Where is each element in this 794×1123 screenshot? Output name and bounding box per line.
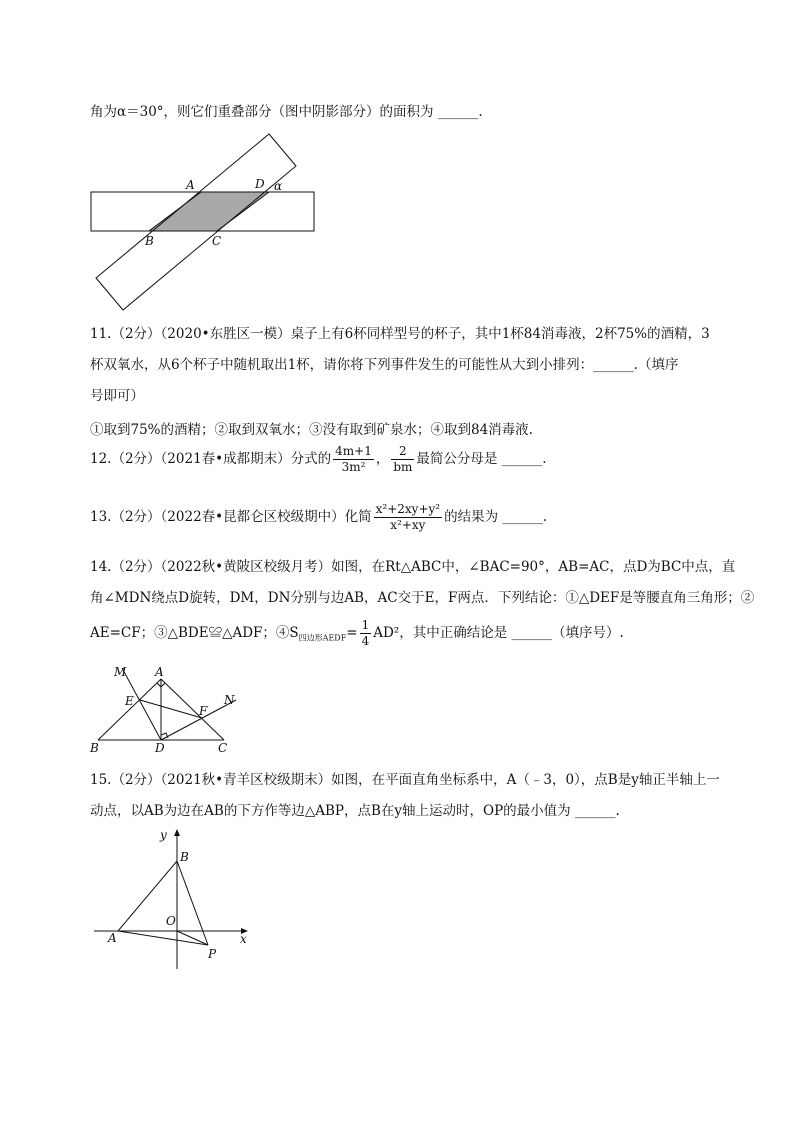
shaded-parallelogram <box>149 192 269 231</box>
label-B14: B <box>90 741 99 755</box>
q12-fraction-1: $\frac{4m+1}{\text{3m²}}$ <box>335 444 372 474</box>
label-B15: B <box>180 850 189 864</box>
q15-figure <box>90 825 255 975</box>
q12-sep: ， <box>375 451 390 467</box>
label-E: E <box>125 694 134 708</box>
label-D: D <box>255 177 265 191</box>
q12-fraction-2: $\frac{2}{bm}$ <box>393 444 413 474</box>
q14-line3 <box>90 618 624 654</box>
q12-suffix: 最简公分母是 ______. <box>416 451 547 467</box>
q14-line1: 14.（2分）（2022秋•黄陂区校级月考）如图，在Rt△ABC中，∠BAC=90°，AB=AC，点D为BC中点，直 <box>90 559 736 575</box>
q11-options: ①取到75%的酒精；②取到双氧水；③没有取到矿泉水；④取到84消毒液. <box>90 422 533 438</box>
q12 <box>90 444 547 475</box>
label-x: x <box>240 932 247 946</box>
label-A15: A <box>108 931 117 945</box>
side-BP <box>177 861 208 945</box>
label-y: y <box>160 828 167 842</box>
q14-line3-a: AE=CF；③△BDE≌△ADF；④S <box>90 625 299 641</box>
q11-line1: 11.（2分）（2020•东胜区一模）桌子上有6杯同样型号的杯子，其中1杯84消毒液，2杯75%的酒精，3 <box>90 326 710 342</box>
label-M: M <box>114 665 127 679</box>
side-AP <box>118 931 208 945</box>
q11-line2: 杯双氧水，从6个杯子中随机取出1杯，请你将下列事件发生的可能性从大到小排列：______.（填序 <box>90 357 679 373</box>
label-A: A <box>186 178 195 192</box>
q13-fraction: $\frac{\text{x²+2xy+y²}}{\text{x²+xy}}$ <box>375 502 441 532</box>
q14-line2: 角∠MDN绕点D旋转，DM，DN分别与边AB，AC交于E，F两点．下列结论：①△DEF是等腰直角三角形；② <box>90 590 755 606</box>
label-P: P <box>208 947 217 961</box>
q11-line3: 号即可） <box>90 388 144 404</box>
q13-suffix: 的结果为 ______. <box>444 509 548 525</box>
q15-line2: 动点，以AB为边在AB的下方作等边△ABP，点B在y轴上运动时，OP的最小值为 ______. <box>90 803 620 819</box>
label-B: B <box>145 234 154 248</box>
label-C: C <box>212 234 222 248</box>
q14-subscript: 四边形AEDF <box>298 633 347 643</box>
label-alpha: α <box>274 179 283 193</box>
q12-prefix: 12.（2分）（2021春•成都期末）分式的 <box>90 451 332 467</box>
q14-line3-c: AD²，其中正确结论是 ______（填序号）. <box>373 625 624 641</box>
label-A14: A <box>155 665 164 679</box>
y-axis-arrow <box>174 829 180 836</box>
line-AB <box>98 679 161 740</box>
label-N: N <box>224 693 235 707</box>
q14-eq: = <box>346 625 358 641</box>
q10-text: 角为α＝30°，则它们重叠部分（图中阴影部分）的面积为 ______. <box>90 104 483 120</box>
q13-prefix: 13.（2分）（2022春•昆都仑区校级期中）化简 <box>90 509 372 525</box>
q15-line1: 15.（2分）（2021秋•青羊区校级期末）如图，在平面直角坐标系中，A（﹣3，0），点B是y轴正半轴上一 <box>90 772 720 788</box>
q13 <box>90 502 547 533</box>
q14-fraction: $\frac{1}{4}$ <box>361 618 370 648</box>
q10-figure <box>80 128 320 313</box>
label-D14: D <box>155 741 165 755</box>
line-AC <box>161 679 224 740</box>
label-C14: C <box>218 741 228 755</box>
label-O: O <box>166 914 176 928</box>
label-F: F <box>199 704 208 718</box>
q14-figure <box>84 662 249 757</box>
